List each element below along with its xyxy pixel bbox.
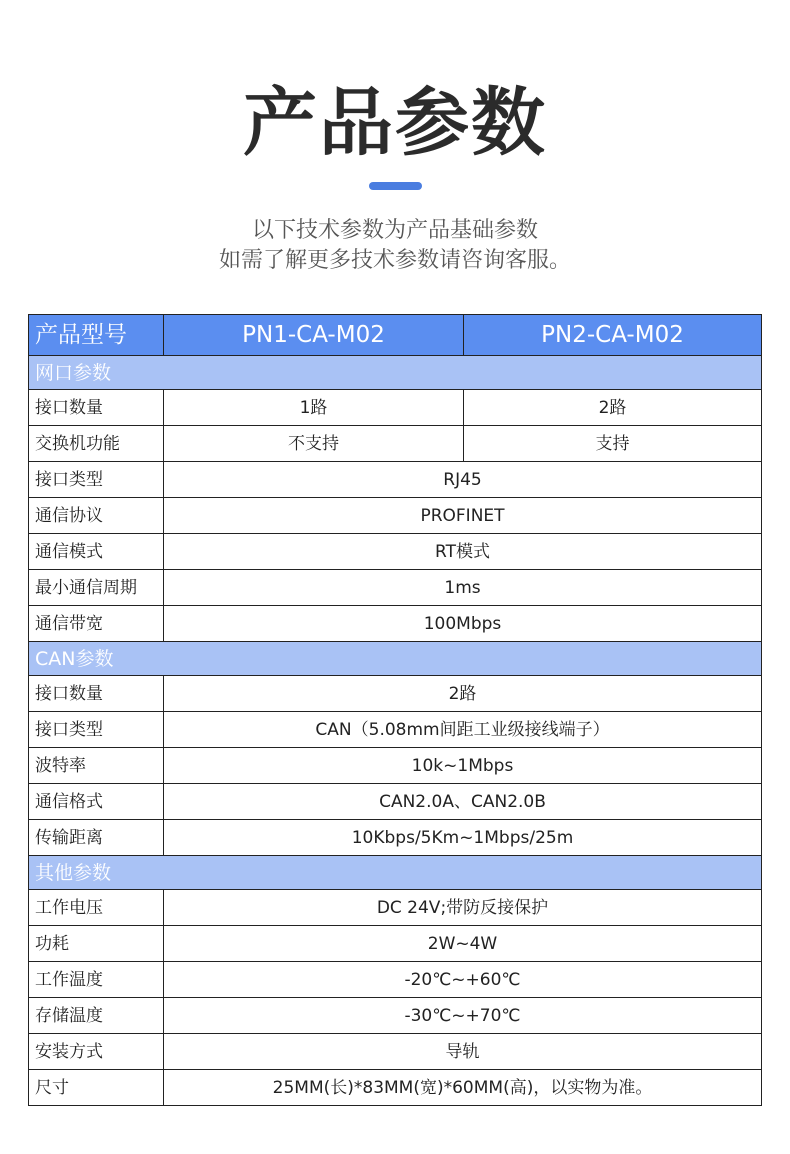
row-label: 工作电压 xyxy=(29,890,164,926)
table-row xyxy=(29,998,762,1034)
table-row xyxy=(29,748,762,784)
table-row xyxy=(29,676,762,712)
section-title: CAN参数 xyxy=(29,642,762,676)
row-label: 尺寸 xyxy=(29,1070,164,1106)
section-title: 其他参数 xyxy=(29,856,762,890)
row-value: 10Kbps/5Km~1Mbps/25m xyxy=(164,820,762,856)
row-label: 工作温度 xyxy=(29,962,164,998)
table-row xyxy=(29,390,762,426)
subtitle-line-1: 以下技术参数为产品基础参数 xyxy=(251,218,538,243)
row-value: DC 24V;带防反接保护 xyxy=(164,890,762,926)
section-row xyxy=(29,856,762,890)
row-value: CAN（5.08mm间距工业级接线端子） xyxy=(164,712,762,748)
row-value: PROFINET xyxy=(164,498,762,534)
row-value: -20℃~+60℃ xyxy=(164,962,762,998)
table-row xyxy=(29,820,762,856)
table-row xyxy=(29,890,762,926)
row-label: 存储温度 xyxy=(29,998,164,1034)
row-value: 25MM(长)*83MM(宽)*60MM(高)，以实物为准。 xyxy=(164,1070,762,1106)
table-header-row xyxy=(29,315,762,356)
section-row xyxy=(29,642,762,676)
row-value-model1: 不支持 xyxy=(164,426,464,462)
row-label: 传输距离 xyxy=(29,820,164,856)
table-row xyxy=(29,570,762,606)
row-label: 接口数量 xyxy=(29,390,164,426)
row-value-model1: 1路 xyxy=(164,390,464,426)
row-value: 导轨 xyxy=(164,1034,762,1070)
table-row xyxy=(29,712,762,748)
row-label: 波特率 xyxy=(29,748,164,784)
row-label: 功耗 xyxy=(29,926,164,962)
model-header-label: 产品型号 xyxy=(29,315,164,356)
model-1-header: PN1-CA-M02 xyxy=(164,315,464,356)
table-row xyxy=(29,426,762,462)
row-label: 通信格式 xyxy=(29,784,164,820)
title-underline xyxy=(369,182,422,190)
row-label: 通信模式 xyxy=(29,534,164,570)
section-title: 网口参数 xyxy=(29,356,762,390)
row-label: 安装方式 xyxy=(29,1034,164,1070)
table-row xyxy=(29,962,762,998)
row-value-model2: 支持 xyxy=(464,426,762,462)
table-row xyxy=(29,462,762,498)
row-label: 通信协议 xyxy=(29,498,164,534)
row-label: 接口类型 xyxy=(29,462,164,498)
row-value: RJ45 xyxy=(164,462,762,498)
row-value: 10k~1Mbps xyxy=(164,748,762,784)
row-value: CAN2.0A、CAN2.0B xyxy=(164,784,762,820)
page-title: 产品参数 xyxy=(243,80,547,166)
row-value: RT模式 xyxy=(164,534,762,570)
subtitle-line-2: 如需了解更多技术参数请咨询客服。 xyxy=(218,248,571,273)
row-value: 1ms xyxy=(164,570,762,606)
row-label: 通信带宽 xyxy=(29,606,164,642)
row-value-model2: 2路 xyxy=(464,390,762,426)
table-row xyxy=(29,498,762,534)
spec-table xyxy=(28,314,762,1106)
row-value: 2路 xyxy=(164,676,762,712)
table-row xyxy=(29,1034,762,1070)
table-row xyxy=(29,606,762,642)
table-row xyxy=(29,926,762,962)
row-value: 100Mbps xyxy=(164,606,762,642)
table-row xyxy=(29,1070,762,1106)
section-row xyxy=(29,356,762,390)
table-row xyxy=(29,784,762,820)
row-label: 最小通信周期 xyxy=(29,570,164,606)
row-value: 2W~4W xyxy=(164,926,762,962)
row-label: 交换机功能 xyxy=(29,426,164,462)
row-label: 接口数量 xyxy=(29,676,164,712)
model-2-header: PN2-CA-M02 xyxy=(464,315,762,356)
row-value: -30℃~+70℃ xyxy=(164,998,762,1034)
table-row xyxy=(29,534,762,570)
row-label: 接口类型 xyxy=(29,712,164,748)
